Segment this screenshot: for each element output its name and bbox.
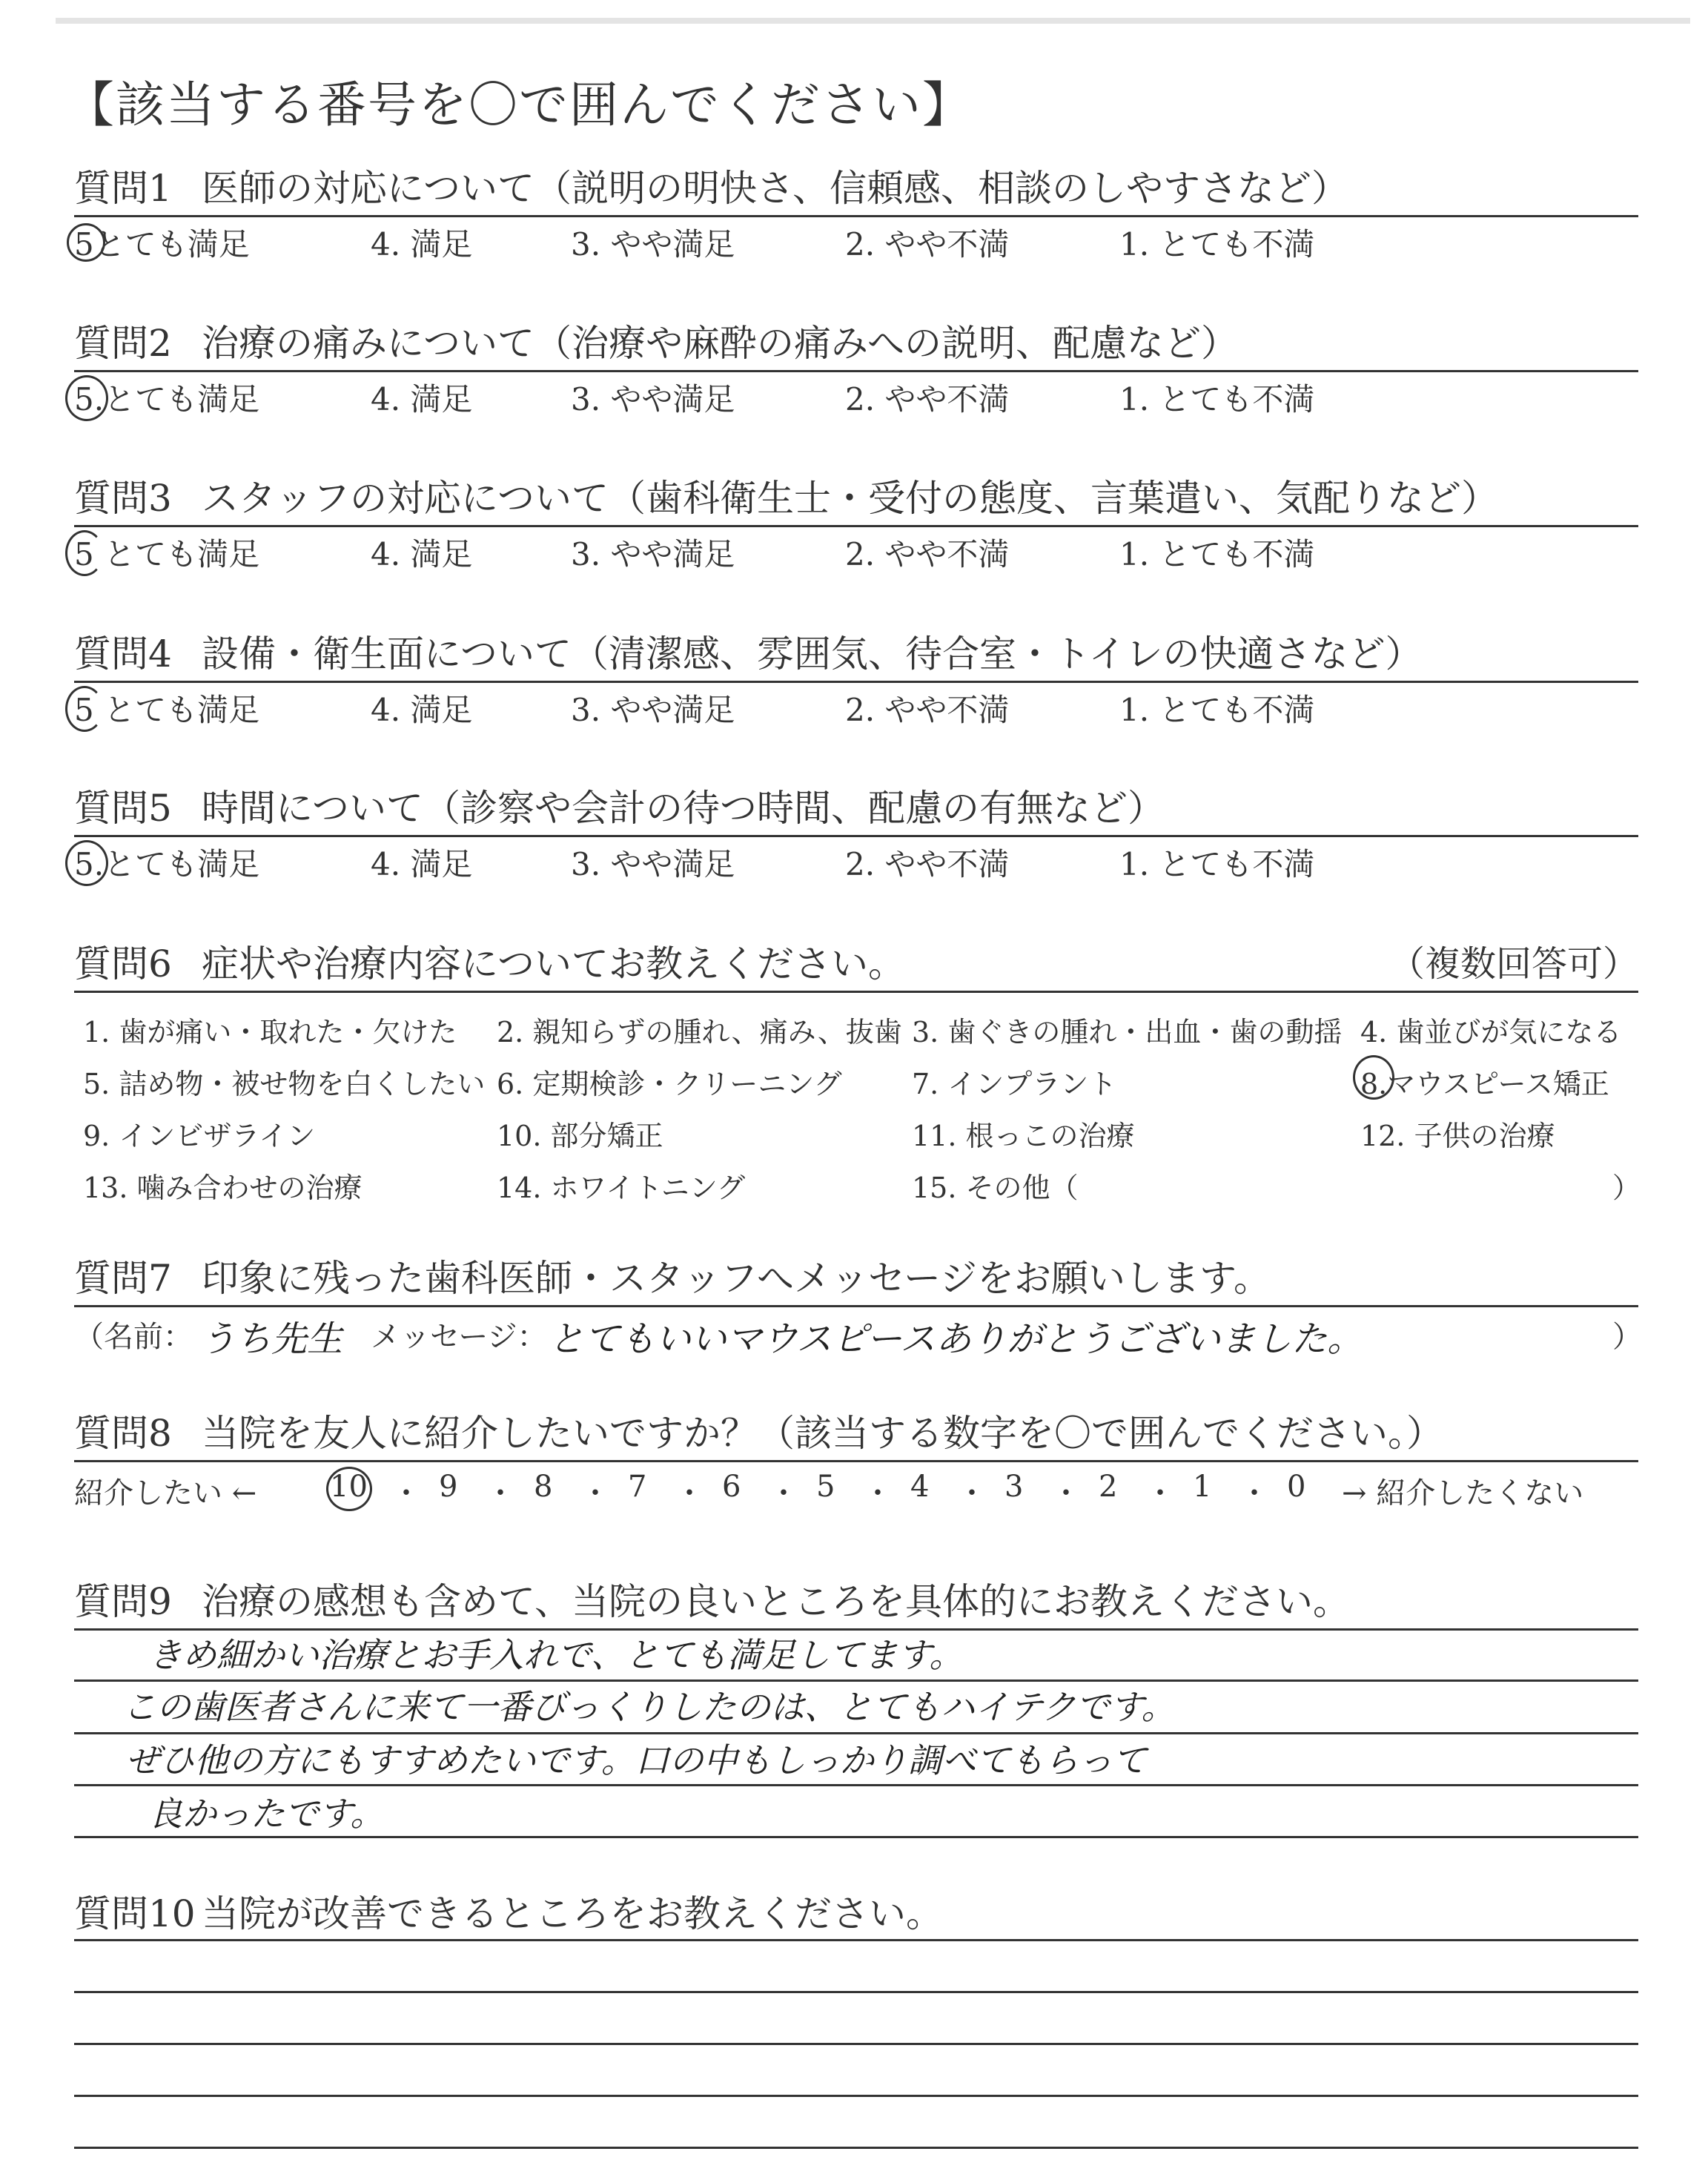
name-value[interactable]: うち先生	[200, 1318, 343, 1360]
symptom-option[interactable]: 8.マウスピース矯正	[1360, 1068, 1609, 1100]
question-text: 時間について（診察や会計の待つ時間、配慮の有無など）	[202, 787, 1165, 830]
option-2[interactable]: 2. やや不満	[845, 226, 1010, 262]
question-8	[74, 1407, 1638, 1511]
option-2[interactable]: 2. やや不満	[845, 846, 1010, 882]
question-3	[74, 472, 1638, 576]
option-3[interactable]: 3. やや満足	[571, 226, 735, 262]
question-text: 治療の痛みについて（治療や麻酔の痛みへの説明、配慮など）	[202, 322, 1238, 365]
scale-value-4[interactable]: 4	[910, 1470, 930, 1504]
question-number: 質問6	[74, 942, 172, 985]
answer-rule[interactable]	[74, 1939, 1638, 1941]
option-3[interactable]: 3. やや満足	[571, 381, 735, 417]
scale-separator: ・	[675, 1476, 704, 1510]
question-6	[74, 937, 1641, 1215]
rating-options	[74, 837, 1638, 886]
option-5[interactable]: 5.とても満足	[74, 846, 260, 882]
scale-separator: ・	[957, 1476, 987, 1510]
scale-right-label: → 紹介したくない	[1342, 1476, 1584, 1510]
option-2[interactable]: 2. やや不満	[845, 692, 1010, 728]
option-5[interactable]: 5とても満足	[74, 226, 250, 262]
scale-value-8[interactable]: 8	[534, 1470, 553, 1504]
option-4[interactable]: 4. 満足	[371, 226, 473, 262]
symptom-option[interactable]: 15. その他（	[912, 1172, 1079, 1204]
scale-value-6[interactable]: 6	[722, 1470, 741, 1504]
question-text: 症状や治療内容についてお教えください。	[202, 942, 905, 985]
answer-rule	[74, 1836, 1638, 1838]
referral-scale	[74, 1462, 1638, 1511]
symptom-options	[74, 993, 1641, 1215]
question-number: 質問8	[74, 1412, 172, 1455]
question-10	[74, 1887, 1638, 1941]
question-text: 治療の感想も含めて、当院の良いところを具体的にお教えください。	[202, 1580, 1350, 1623]
message-line	[74, 1307, 1642, 1360]
scale-value-10[interactable]: 10	[330, 1470, 368, 1504]
question-text: 設備・衛生面について（清潔感、雰囲気、待合室・トイレの快適さなど）	[202, 633, 1423, 676]
handwritten-answer-line[interactable]: この歯医者さんに来て一番びっくりしたのは、とてもハイテクです。	[122, 1687, 1176, 1727]
symptom-option[interactable]: 7. インプラント	[912, 1068, 1117, 1100]
close-paren: ）	[1612, 1320, 1642, 1354]
rating-options	[74, 683, 1638, 732]
close-paren: ）	[1612, 1172, 1641, 1204]
answer-rule[interactable]	[74, 2043, 1638, 2045]
scale-separator: ・	[486, 1476, 515, 1510]
option-4[interactable]: 4. 満足	[371, 692, 473, 728]
scale-separator: ・	[391, 1476, 421, 1510]
question-number: 質問1	[74, 167, 172, 210]
answer-rule[interactable]	[74, 2095, 1638, 2097]
symptom-option[interactable]: 4. 歯並びが気になる	[1360, 1016, 1622, 1048]
question-text: スタッフの対応について（歯科衛生士・受付の態度、言葉遣い、気配りなど）	[202, 477, 1498, 520]
option-2[interactable]: 2. やや不満	[845, 381, 1010, 417]
option-5[interactable]: 5 とても満足	[74, 692, 260, 728]
question-number: 質問4	[74, 633, 172, 676]
question-4	[74, 627, 1638, 732]
question-text: 当院を友人に紹介したいですか？（該当する数字を〇で囲んでください。）	[202, 1412, 1443, 1455]
scale-value-7[interactable]: 7	[628, 1470, 647, 1504]
question-number: 質問7	[74, 1257, 172, 1300]
rating-options	[74, 372, 1638, 421]
question-2	[74, 317, 1638, 421]
symptom-option[interactable]: 12. 子供の治療	[1360, 1120, 1555, 1152]
scale-value-9[interactable]: 9	[439, 1470, 458, 1504]
symptom-option[interactable]: 14. ホワイトニング	[497, 1172, 746, 1204]
scale-separator: ・	[769, 1476, 798, 1510]
question-5	[74, 782, 1638, 886]
scale-separator: ・	[580, 1476, 610, 1510]
answer-rule	[74, 1784, 1638, 1786]
handwritten-answer-line[interactable]: きめ細かい治療とお手入れで、とても満足してます。	[148, 1635, 964, 1675]
question-text: 印象に残った歯科医師・スタッフへメッセージをお願いします。	[202, 1257, 1271, 1300]
question-number: 質問5	[74, 787, 172, 830]
scale-value-2[interactable]: 2	[1099, 1470, 1118, 1504]
name-label: （名前：	[74, 1320, 193, 1354]
option-1[interactable]: 1. とても不満	[1119, 536, 1315, 572]
symptom-option[interactable]: 1. 歯が痛い・取れた・欠けた	[83, 1016, 457, 1048]
answer-rule[interactable]	[74, 1991, 1638, 1993]
symptom-option[interactable]: 3. 歯ぐきの腫れ・出血・歯の動揺	[912, 1016, 1343, 1048]
answer-rule[interactable]	[74, 2147, 1638, 2149]
symptom-option[interactable]: 5. 詰め物・被せ物を白くしたい	[83, 1068, 486, 1100]
scale-value-3[interactable]: 3	[1004, 1470, 1024, 1504]
question-number: 質問10	[74, 1892, 196, 1935]
scale-left-label: 紹介したい ←	[74, 1476, 257, 1510]
message-value[interactable]: とてもいいマウスピースありがとうございました。	[549, 1318, 1363, 1360]
handwritten-answer-line[interactable]: 良かったです。	[148, 1794, 385, 1834]
scale-value-1[interactable]: 1	[1193, 1470, 1212, 1504]
scale-separator: ・	[863, 1476, 893, 1510]
symptom-option[interactable]: 9. インビザライン	[83, 1120, 316, 1152]
symptom-option[interactable]: 11. 根っこの治療	[912, 1120, 1135, 1152]
rating-options	[74, 217, 1638, 266]
option-1[interactable]: 1. とても不満	[1119, 226, 1315, 262]
option-1[interactable]: 1. とても不満	[1119, 381, 1315, 417]
multiple-answer-note: （複数回答可）	[1388, 943, 1638, 985]
option-2[interactable]: 2. やや不満	[845, 536, 1010, 572]
option-4[interactable]: 4. 満足	[371, 846, 473, 882]
question-number: 質問3	[74, 477, 172, 520]
rating-options	[74, 527, 1638, 576]
message-label: メッセージ：	[371, 1320, 547, 1354]
symptom-option[interactable]: 10. 部分矯正	[497, 1120, 663, 1152]
option-3[interactable]: 3. やや満足	[571, 846, 735, 882]
instruction-heading: 【該当する番号を〇で囲んでください】	[65, 76, 973, 133]
option-1[interactable]: 1. とても不満	[1119, 692, 1315, 728]
symptom-option[interactable]: 13. 噛み合わせの治療	[83, 1172, 363, 1204]
scale-separator: ・	[1145, 1476, 1175, 1510]
scale-value-5[interactable]: 5	[816, 1470, 835, 1504]
option-5[interactable]: 5 とても満足	[74, 536, 260, 572]
question-text: 当院が改善できるところをお教えください。	[202, 1892, 943, 1935]
symptom-option[interactable]: 6. 定期検診・クリーニング	[497, 1068, 842, 1100]
question-9	[74, 1575, 1638, 1628]
option-3[interactable]: 3. やや満足	[571, 692, 735, 728]
top-border	[56, 18, 1690, 24]
question-number: 質問2	[74, 322, 172, 365]
option-4[interactable]: 4. 満足	[371, 536, 473, 572]
symptom-option[interactable]: 2. 親知らずの腫れ、痛み、抜歯	[497, 1016, 902, 1048]
option-4[interactable]: 4. 満足	[371, 381, 473, 417]
option-5[interactable]: 5.とても満足	[74, 381, 260, 417]
scale-separator: ・	[1051, 1476, 1081, 1510]
question-number: 質問9	[74, 1580, 172, 1623]
question-1	[74, 162, 1638, 266]
scale-value-0[interactable]: 0	[1287, 1470, 1306, 1504]
question-7	[74, 1252, 1642, 1360]
handwritten-answer-line[interactable]: ぜひ他の方にもすすめたいです。口の中もしっかり調べてもらって	[126, 1740, 1147, 1780]
option-1[interactable]: 1. とても不満	[1119, 846, 1315, 882]
option-3[interactable]: 3. やや満足	[571, 536, 735, 572]
question-text: 医師の対応について（説明の明快さ、信頼感、相談のしやすさなど）	[202, 167, 1348, 210]
scale-separator: ・	[1239, 1476, 1269, 1510]
